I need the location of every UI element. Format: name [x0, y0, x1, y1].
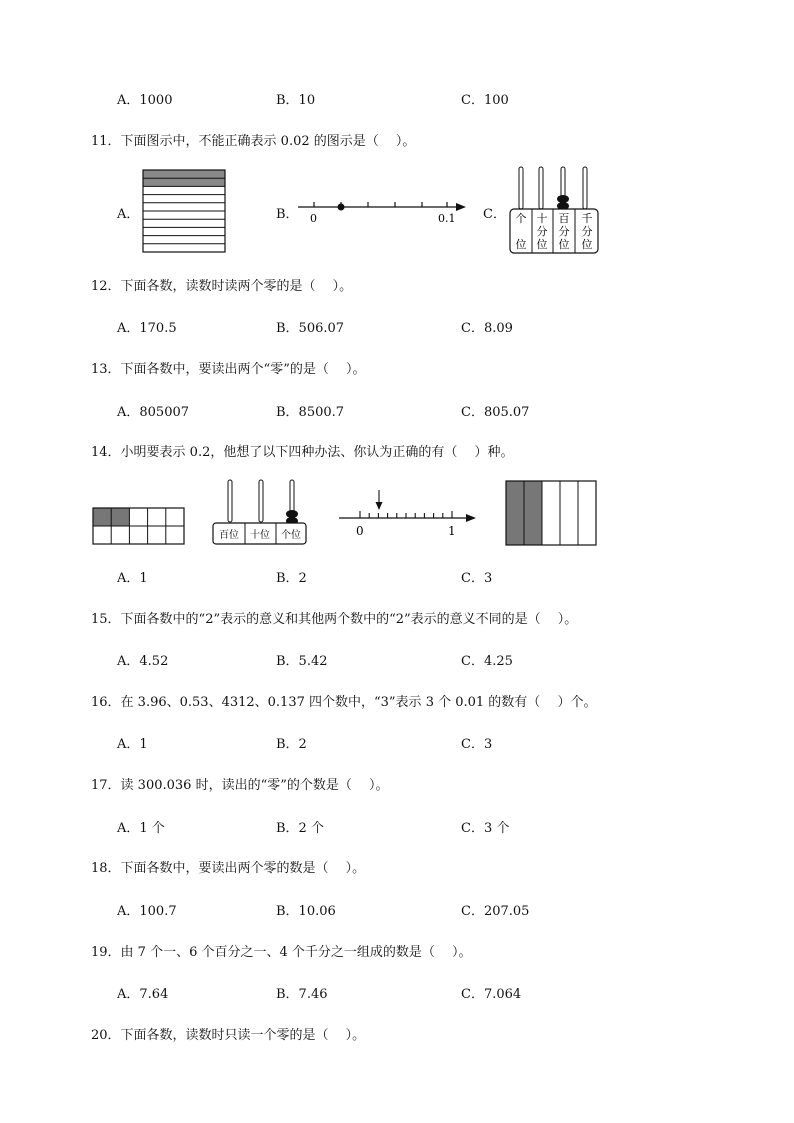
q19-stem: 19．由 7 个一、6 个百分之一、4 个千分之一组成的数是（ ）。	[91, 945, 472, 960]
q13-option-a[interactable]: A．805007	[117, 405, 190, 420]
q11-c-abacus	[508, 164, 600, 256]
q15-option-c[interactable]: C．4.25	[461, 654, 513, 669]
q11-stem: 11．下面图示中，不能正确表示 0.02 的图示是（ ）。	[91, 134, 416, 149]
q14-abacus-label-hundreds: 百位	[219, 530, 239, 541]
q16-option-b[interactable]: B．2	[276, 737, 307, 752]
q20-stem: 20．下面各数，读数时只读一个零的是（ ）。	[91, 1028, 366, 1043]
q19-option-c[interactable]: C．7.064	[461, 987, 522, 1002]
q14-abacus-bead-1	[286, 510, 298, 518]
svg-text:位: 位	[581, 238, 593, 251]
q10-option-b[interactable]: B．10	[276, 93, 316, 108]
q17-option-a[interactable]: A．1 个	[117, 821, 165, 836]
q15-option-a[interactable]: A．4.52	[117, 654, 169, 669]
svg-text:位: 位	[536, 238, 548, 251]
q11-a-strip-grid	[142, 169, 226, 253]
q17-option-c[interactable]: C．3 个	[461, 821, 510, 836]
q14-abacus-label-ones: 个位	[281, 530, 301, 541]
q14-grid-figure	[92, 507, 186, 547]
q13-option-c[interactable]: C．805.07	[461, 405, 530, 420]
q11-b-number-line	[296, 196, 468, 226]
svg-text:分: 分	[581, 225, 593, 238]
q11-label-b: B．	[276, 207, 299, 222]
q14-abacus-figure	[210, 477, 308, 547]
q18-stem: 18．下面各数中，要读出两个零的数是（ ）。	[91, 861, 366, 876]
q11-b-point-marker	[338, 204, 345, 211]
svg-text:十: 十	[536, 212, 548, 225]
q16-option-a[interactable]: A．1	[117, 737, 148, 752]
q12-option-c[interactable]: C．8.09	[461, 321, 513, 336]
q14-tick-1: 1	[448, 524, 456, 538]
q11-c-bead-1	[557, 195, 569, 203]
q13-stem: 13．下面各数中，要读出两个“零”的是（ ）。	[91, 362, 366, 377]
q14-tick-0: 0	[356, 524, 364, 538]
q13-option-b[interactable]: B．8500.7	[276, 405, 345, 420]
q16-option-c[interactable]: C．3	[461, 737, 493, 752]
q14-strips-figure	[505, 480, 598, 547]
q16-stem: 16．在 3.96、0.53、4312、0.137 四个数中，“3”表示 3 个 0.01 的数有（ ）个。	[91, 695, 597, 710]
q14-arrow-icon	[376, 502, 383, 510]
svg-text:分: 分	[536, 225, 548, 238]
q11-b-tick-0: 0	[310, 212, 317, 225]
q15-option-b[interactable]: B．5.42	[276, 654, 328, 669]
q12-stem: 12．下面各数，读数时读两个零的是（ ）。	[91, 279, 353, 294]
svg-text:分: 分	[558, 225, 570, 238]
q11-label-a: A．	[117, 207, 140, 222]
svg-text:千: 千	[581, 212, 593, 225]
q14-option-a[interactable]: A．1	[117, 571, 148, 586]
q11-b-tick-0-1: 0.1	[438, 212, 456, 225]
q18-option-b[interactable]: B．10.06	[276, 904, 336, 919]
svg-text:位: 位	[515, 238, 527, 251]
q14-stem: 14．小明要表示 0.2，他想了以下四种办法、你认为正确的有（ ）种。	[91, 445, 514, 460]
svg-text:百: 百	[558, 212, 570, 225]
svg-text:位: 位	[558, 238, 570, 251]
q14-abacus-label-tens: 十位	[250, 530, 270, 541]
q12-option-a[interactable]: A．170.5	[117, 321, 177, 336]
q10-option-a[interactable]: A．1000	[117, 93, 173, 108]
q12-option-b[interactable]: B．506.07	[276, 321, 345, 336]
q19-option-a[interactable]: A．7.64	[117, 987, 169, 1002]
q17-stem: 17．读 300.036 时，读出的“零”的个数是（ ）。	[91, 778, 389, 793]
q18-option-a[interactable]: A．100.7	[117, 904, 177, 919]
q11-label-c: C．	[483, 207, 506, 222]
svg-text:个: 个	[515, 212, 527, 225]
q15-stem: 15．下面各数中的“2”表示的意义和其他两个数中的“2”表示的意义不同的是（ ）。	[91, 612, 578, 627]
q17-option-b[interactable]: B．2 个	[276, 821, 324, 836]
q18-option-c[interactable]: C．207.05	[461, 904, 530, 919]
q10-option-c[interactable]: C．100	[461, 93, 509, 108]
q19-option-b[interactable]: B．7.46	[276, 987, 328, 1002]
q14-option-b[interactable]: B．2	[276, 571, 307, 586]
q14-option-c[interactable]: C．3	[461, 571, 493, 586]
q14-number-line-figure	[336, 488, 478, 540]
